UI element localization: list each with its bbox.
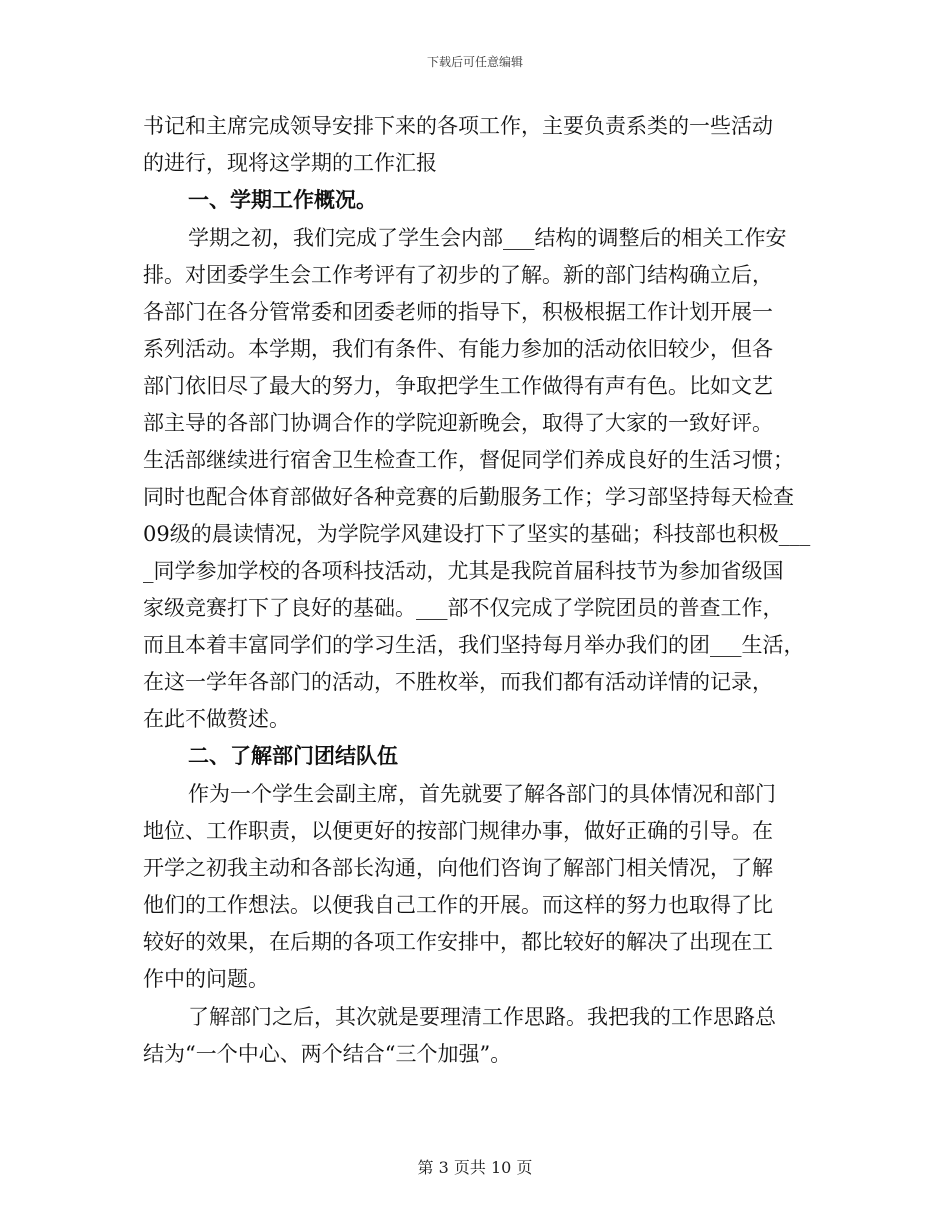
page-number: 第 3 页共 10 页 bbox=[417, 1158, 533, 1177]
body-line: 在此不做赘述。 bbox=[143, 707, 290, 731]
body-line: 部门依旧尽了最大的努力，争取把学生工作做得有声有色。比如文艺 bbox=[143, 374, 773, 398]
section-heading-1: 一、学期工作概况。 bbox=[188, 187, 377, 212]
body-line: 而且本着丰富同学们的学习生活，我们坚持每月举办我们的团___生活， bbox=[143, 633, 805, 657]
body-line: 排。对团委学生会工作考评有了初步的了解。新的部门结构确立后， bbox=[143, 263, 773, 287]
body-line: 在这一学年各部门的活动，不胜枚举，而我们都有活动详情的记录， bbox=[143, 670, 773, 694]
body-line: 学期之初，我们完成了学生会内部___结构的调整后的相关工作安 bbox=[188, 226, 787, 250]
body-line: 地位、工作职责，以便更好的按部门规律办事，做好正确的引导。在 bbox=[143, 819, 773, 843]
body-line: 同时也配合体育部做好各种竞赛的后勤服务工作；学习部坚持每天检查 bbox=[143, 485, 794, 509]
body-line: 了解部门之后，其次就是要理清工作思路。我把我的工作思路总 bbox=[188, 1005, 776, 1029]
body-line: 生活部继续进行宿舍卫生检查工作，督促同学们养成良好的生活习惯； bbox=[143, 448, 794, 472]
body-line: _同学参加学校的各项科技活动，尤其是我院首届科技节为参加省级国 bbox=[143, 559, 784, 583]
body-line: 各部门在各分管常委和团委老师的指导下，积极根据工作计划开展一 bbox=[143, 300, 773, 324]
body-line: 作为一个学生会副主席，首先就要了解各部门的具体情况和部门 bbox=[188, 782, 776, 806]
body-line: 家级竞赛打下了良好的基础。___部不仅完成了学院团员的普查工作， bbox=[143, 596, 784, 620]
body-line: 的进行，现将这学期的工作汇报 bbox=[143, 151, 437, 175]
body-line: 系列活动。本学期，我们有条件、有能力参加的活动依旧较少，但各 bbox=[143, 337, 773, 361]
body-line: 书记和主席完成领导安排下来的各项工作，主要负责系类的一些活动 bbox=[143, 114, 773, 138]
page-header: 下载后可任意编辑 bbox=[426, 55, 523, 69]
body-line: 部主导的各部门协调合作的学院迎新晚会，取得了大家的一致好评。 bbox=[143, 411, 773, 435]
body-line: 开学之初我主动和各部长沟通，向他们咨询了解部门相关情况，了解 bbox=[143, 856, 773, 880]
body-line: 较好的效果，在后期的各项工作安排中，都比较好的解决了出现在工 bbox=[143, 930, 773, 954]
body-line: 作中的问题。 bbox=[143, 967, 269, 991]
body-line: 他们的工作想法。以便我自己工作的开展。而这样的努力也取得了比 bbox=[143, 893, 773, 917]
section-heading-2: 二、了解部门团结队伍 bbox=[188, 743, 398, 768]
body-line: 结为“一个中心、两个结合“三个加强”。 bbox=[143, 1042, 512, 1066]
body-line: 09级的晨读情况，为学院学风建设打下了坚实的基础；科技部也积极___ bbox=[143, 522, 811, 546]
